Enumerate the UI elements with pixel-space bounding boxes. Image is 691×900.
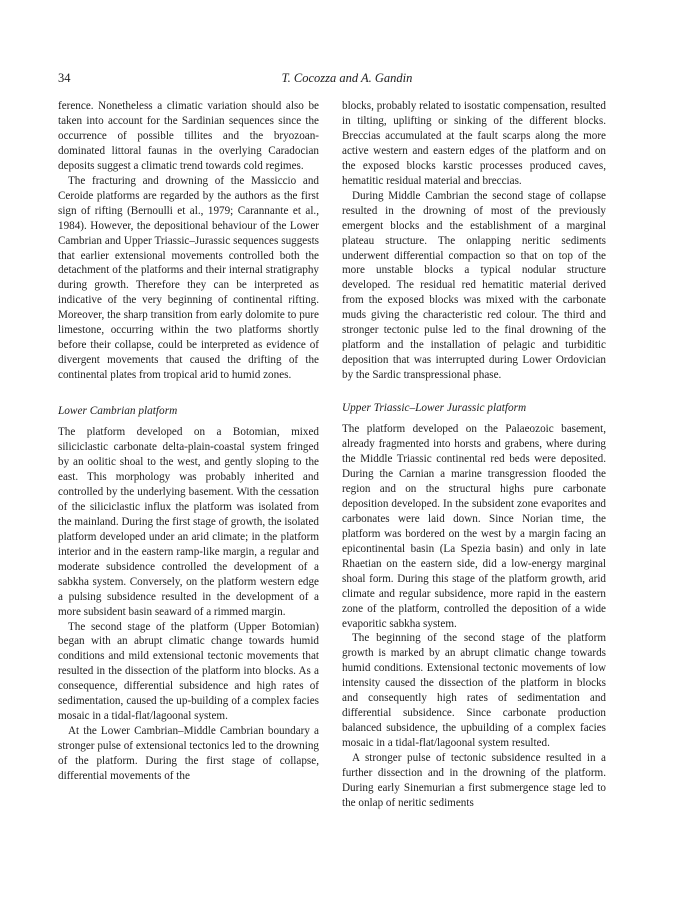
page-header — [58, 71, 636, 89]
left-paragraph-4: The second stage of the platform (Upper Botomian) began with an abrupt climatic change towards humid conditions and mild extensional tectonic movements that resulted in the dissection of the platform into blocks. As a consequence, differential subsidence and high rates of sedimentation, caused the up-building of a complex facies mosaic in a tidal-flat/lagoonal system. — [58, 620, 319, 723]
running-title: T. Cocozza and A. Gandin — [281, 71, 413, 85]
left-paragraph-2: The fracturing and drowning of the Massiccio and Ceroide platforms are regarded by the authors as the first sign of rifting (Bernoulli et al., 1979; Carannante et al., 1984). However, the depositional behaviour of the Lower Cambrian and Upper Triassic–Jurassic sequences suggests that earlier extensional movements controlled both the detachment of the platforms and their internal stratigraphy during growth. Therefore they can be interpreted as indicative of the very beginning of continental rifting. Moreover, the sharp transition from early dolomite to pure limestone, occurring within the two platforms shortly before their collapse, could be interpreted as evidence of divergent movements that caused the drifting of the continental plates from tropical arid to humid zones. — [58, 174, 319, 382]
page-number: 34 — [58, 71, 71, 85]
left-paragraph-1: ference. Nonetheless a climatic variation should also be taken into account for the Sardinian sequences since the occurrence of possible tillites and the bryozoan-dominated littoral faunas in the overlying Caradocian deposits suggest a climatic trend towards cold regimes. — [58, 100, 319, 172]
section-heading-upper-triassic: Upper Triassic–Lower Jurassic platform — [342, 402, 527, 415]
right-column — [342, 99, 606, 811]
left-paragraph-3: The platform developed on a Botomian, mixed siliciclastic carbonate delta-plain-coastal system fringed by an oolitic shoal to the west, and gently sloping to the east. This morphology was probably inherited and controlled by the underlying basement. With the cessation of the siliciclastic influx the platform was isolated from the mainland. During the first stage of growth, the isolated platform developed under an arid climate; in the platform interior and in the eastern ramp-like margin, a regular and moderate subsidence controlled the development of a sabkha system. Conversely, on the platform western edge a pulsing subsidence resulted in the development of a more subsident basin seaward of a rimmed margin. — [58, 426, 319, 618]
right-paragraph-2: During Middle Cambrian the second stage of collapse resulted in the drowning of most of the previously emergent blocks and the establishment of a marginal plateau structure. The onlapping neritic sediments underwent differential compaction so that on top of the more unstable blocks a typical nodular structure developed. The residual red hematitic material derived from the exposed blocks was mixed with the carbonate muds giving the characteristic red colour. The third and stronger tectonic pulse led to the final drowning of the platform and the installation of pelagic and turbiditic deposition that was interrupted during Lower Ordovician by the Sardic transpressional phase. — [342, 189, 606, 382]
right-paragraph-3: The platform developed on the Palaeozoic basement, already fragmented into horsts and grabens, where during the Middle Triassic continental red beds were deposited. During the Carnian a marine transgression flooded the region and on the structural highs pure carbonate deposition developed. In the subsident zone evaporites and carbonates were laid down. Since Norian time, the platform was bordered on the west by a margin facing an epicontinental basin (La Spezia basin) and only in late Rhaetian on the eastern side, did a low-energy marginal shoal form. During this stage of the platform growth, arid climate and regular subsidence, more rapid in the eastern zone of the platform, controlled the deposition of a wide evaporitic sabkha system. — [342, 423, 606, 630]
section-heading-lower-cambrian: Lower Cambrian platform — [58, 405, 178, 418]
left-paragraph-5: At the Lower Cambrian–Middle Cambrian boundary a stronger pulse of extensional tectonics led to the drowning of the platform. During the first stage of collapse, differential movements of the — [58, 725, 319, 783]
right-paragraph-4: The beginning of the second stage of the platform growth is marked by an abrupt climatic change towards humid conditions. Extensional tectonic movements of low intensity caused the dissection of the platform in blocks and consequently high rates of sedimentation and differential subsidence. Since carbonate production balanced subsidence, the upbuilding of a complex facies mosaic in a tidal-flat/lagoonal system resulted. — [342, 632, 606, 750]
right-paragraph-5: A stronger pulse of tectonic subsidence resulted in a further dissection and in the drowning of the platform. During early Sinemurian a first submergence stage led to the onlap of neritic sediments — [342, 752, 606, 809]
left-column — [58, 99, 319, 784]
right-paragraph-1: blocks, probably related to isostatic compensation, resulted in tilting, uplifting or sinking of the different blocks. Breccias accumulated at the fault scarps along the more active western and eastern edges of the platform and on the exposed blocks karstic processes produced caves, hematitic residual material and breccias. — [342, 100, 606, 187]
